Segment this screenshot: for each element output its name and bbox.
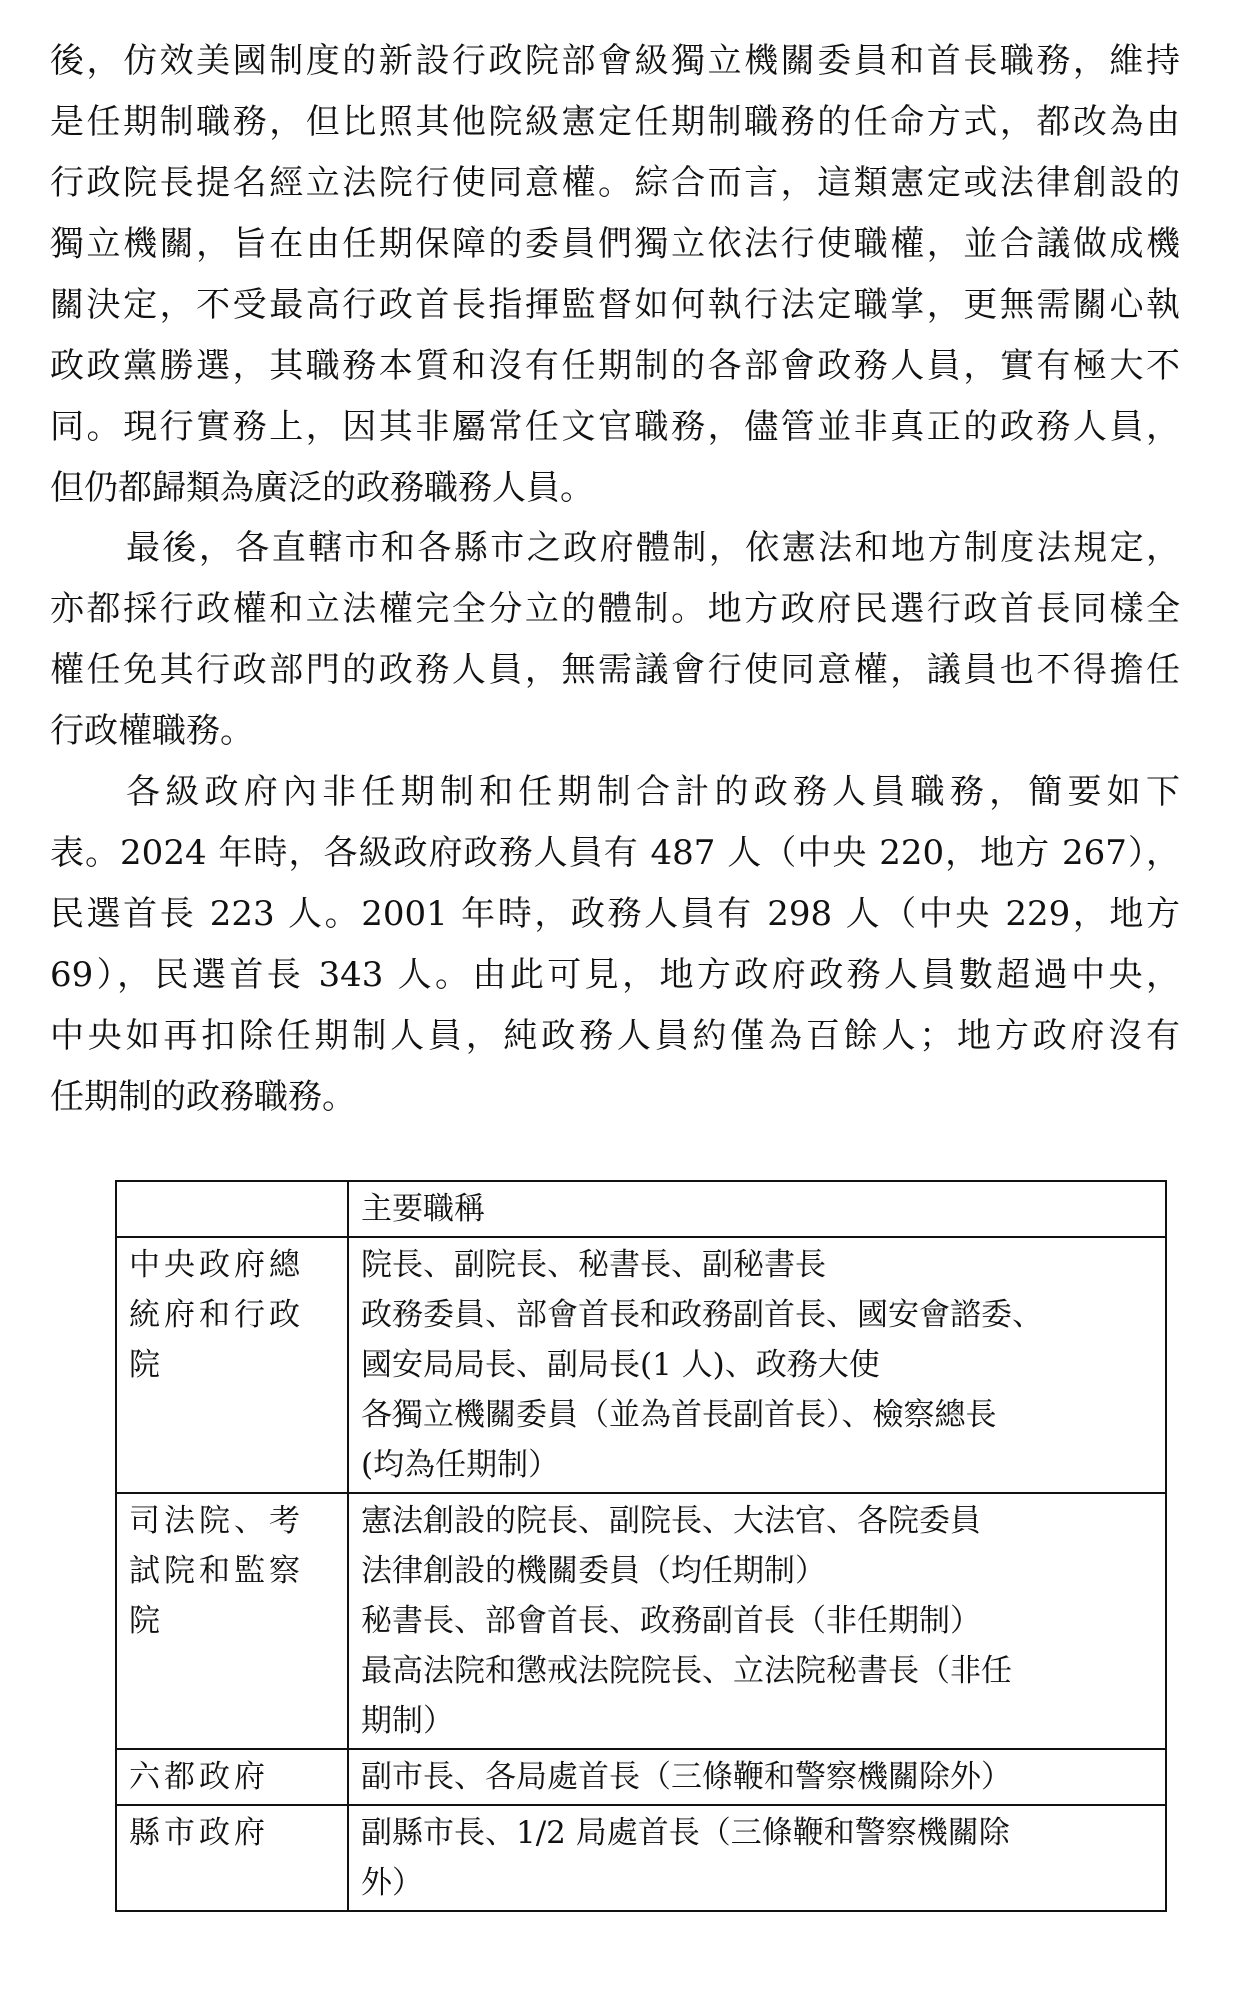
text-line: 政政黨勝選，其職務本質和沒有任期制的各部會政務人員，實有極大不: [50, 346, 1180, 386]
header-cell-level: [116, 1181, 348, 1237]
text-line: 各級政府內非任期制和任期制合計的政務人員職務，簡要如下: [126, 772, 1180, 812]
title-line: 最高法院和懲戒法院院長、立法院秘書長（非任: [361, 1653, 1012, 1689]
title-line: 外）: [361, 1865, 423, 1901]
paragraph: [50, 31, 1180, 519]
level-cell: 縣市政府: [116, 1805, 348, 1911]
title-line: 各獨立機關委員（並為首長副首長）、檢察總長: [361, 1397, 997, 1433]
text-line: 但仍都歸類為廣泛的政務職務人員。: [50, 468, 594, 508]
political-positions-table: [115, 1180, 1167, 1912]
text-line: 是任期制職務，但比照其他院級憲定任期制職務的任命方式，都改為由: [50, 102, 1180, 142]
title-line: 政務委員、部會首長和政務副首長、國安會諮委、: [361, 1297, 1043, 1333]
text-line: 民選首長 223 人。2001 年時，政務人員有 298 人（中央 229，地方: [50, 894, 1180, 934]
table-row: [116, 1493, 1166, 1749]
title-line: 秘書長、部會首長、政務副首長（非任期制）: [361, 1603, 981, 1639]
title-line: 國安局局長、副局長(1 人)、政務大使: [361, 1347, 880, 1383]
table-row: [116, 1805, 1166, 1911]
text-line: 表。2024 年時，各級政府政務人員有 487 人（中央 220，地方 267），: [50, 833, 1180, 873]
text-line: 關決定，不受最高行政首長指揮監督如何執行法定職掌，更無需關心執: [50, 285, 1180, 325]
title-line: 副市長、各局處首長（三條鞭和警察機關除外）: [361, 1759, 1012, 1795]
text-line: 行政權職務。: [50, 711, 254, 751]
text-line: 獨立機關，旨在由任期保障的委員們獨立依法行使職權，並合議做成機: [50, 224, 1180, 264]
level-cell: 司法院、考試院和監察院: [116, 1493, 348, 1749]
table-header-row: [116, 1181, 1166, 1237]
text-line: 行政院長提名經立法院行使同意權。綜合而言，這類憲定或法律創設的: [50, 163, 1180, 203]
title-line: (均為任期制）: [361, 1447, 560, 1483]
level-cell: 中央政府總統府和行政院: [116, 1237, 348, 1493]
text-line: 最後，各直轄市和各縣市之政府體制，依憲法和地方制度法規定，: [126, 528, 1180, 568]
text-line: 同。現行實務上，因其非屬常任文官職務，儘管並非真正的政務人員，: [50, 407, 1180, 447]
header-cell-titles: 主要職稱: [348, 1181, 1166, 1237]
title-line: 法律創設的機關委員（均任期制）: [361, 1553, 826, 1589]
title-line: 院長、副院長、秘書長、副秘書長: [361, 1247, 826, 1283]
titles-cell: [348, 1805, 1166, 1911]
text-line: 亦都採行政權和立法權完全分立的體制。地方政府民選行政首長同樣全: [50, 589, 1180, 629]
table-row: [116, 1749, 1166, 1805]
paragraph: [50, 518, 1180, 762]
titles-cell: [348, 1749, 1166, 1805]
text-line: 任期制的政務職務。: [50, 1077, 356, 1117]
table-row: [116, 1237, 1166, 1493]
title-line: 期制）: [361, 1703, 454, 1739]
text-line: 中央如再扣除任期制人員，純政務人員約僅為百餘人；地方政府沒有: [50, 1016, 1180, 1056]
text-line: 權任免其行政部門的政務人員，無需議會行使同意權，議員也不得擔任: [50, 650, 1180, 690]
title-line: 憲法創設的院長、副院長、大法官、各院委員: [361, 1503, 981, 1539]
text-line: 後，仿效美國制度的新設行政院部會級獨立機關委員和首長職務，維持: [50, 41, 1180, 81]
titles-cell: [348, 1237, 1166, 1493]
title-line: 副縣市長、1/2 局處首長（三條鞭和警察機關除: [361, 1815, 1010, 1851]
paragraph: [50, 762, 1180, 1128]
level-cell: 六都政府: [116, 1749, 348, 1805]
titles-cell: [348, 1493, 1166, 1749]
text-line: 69），民選首長 343 人。由此可見，地方政府政務人員數超過中央，: [50, 955, 1180, 995]
